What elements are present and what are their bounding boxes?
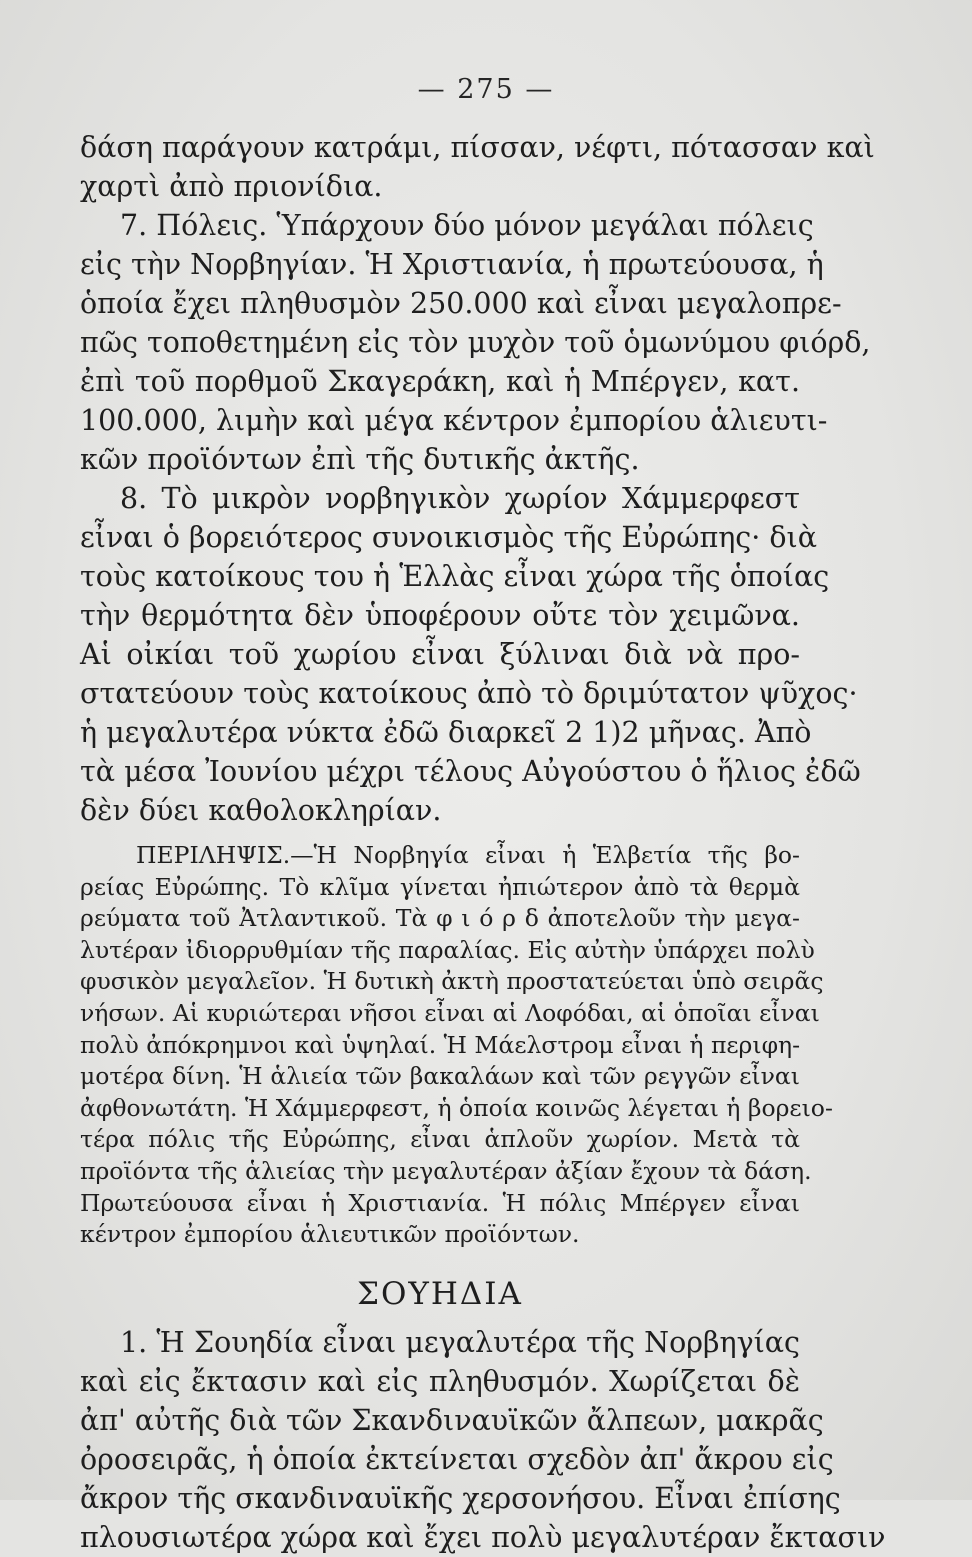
text-line: τὰ μέσα Ἰουνίου μέχρι τέλους Αὐγούστου ὁ ἥλιος ἐδῶ <box>80 755 861 788</box>
text-line: ἀφθονωτάτη. Ἡ Χάμμερφεστ, ἡ ὁποία κοινῶς λέγεται ἡ βορειο- <box>80 1093 833 1122</box>
text-line: δάση παράγουν κατράμι, πίσσαν, νέφτι, πότασσαν καὶ <box>80 131 875 164</box>
text-line: ρείας Εὐρώπης. Τὸ κλῖμα γίνεται ἠπιώτερον ἀπὸ τὰ θερμὰ <box>80 872 800 901</box>
text-line: Πρωτεύουσα εἶναι ἡ Χριστιανία. Ἡ πόλις Μπέργεν εἶναι <box>80 1188 800 1217</box>
text-line: ρεύματα τοῦ Ἀτλαντικοῦ. Τὰ φ ι ό ρ δ ἀποτελοῦν τὴν μεγα- <box>80 904 800 933</box>
text-line: ἀπ' αὐτῆς διὰ τῶν Σκανδιναυϊκῶν ἄλπεων, μακρᾶς <box>80 1403 824 1437</box>
text-line: Αἱ οἰκίαι τοῦ χωρίου εἶναι ξύλιναι διὰ νὰ προ- <box>80 638 800 671</box>
text-line: 100.000, λιμὴν καὶ μέγα κέντρον ἐμπορίου ἁλιευτι- <box>80 404 828 437</box>
paragraph-sweden <box>80 1323 886 1557</box>
text-line: νήσων. Αἱ κυριώτεραι νῆσοι εἶναι αἱ Λοφόδαι, αἱ ὁποῖαι εἶναι <box>80 998 820 1027</box>
text-line: δὲν δύει καθολοκληρίαν. <box>80 794 442 827</box>
text-line: εἰς τὴν Νορβηγίαν. Ἡ Χριστιανία, ἡ πρωτεύουσα, ἡ <box>80 248 824 281</box>
text-line: προϊόντα τῆς ἁλιείας τὴν μεγαλυτέραν ἀξίαν ἔχουν τὰ δάση. <box>80 1156 812 1185</box>
text-line: ἡ μεγαλυτέρα νύκτα ἐδῶ διαρκεῖ 2 1)2 μῆνας. Ἀπὸ <box>80 716 812 749</box>
text-line: καὶ εἰς ἔκτασιν καὶ εἰς πληθυσμόν. Χωρίζεται δὲ <box>80 1364 800 1398</box>
text-line: ὁποία ἔχει πληθυσμὸν 250.000 καὶ εἶναι μεγαλοπρε- <box>80 287 842 320</box>
text-line: ὀροσειρᾶς, ἡ ὁποία ἐκτείνεται σχεδὸν ἀπ' ἄκρου εἰς <box>80 1442 834 1476</box>
text-line: εἶναι ὁ βορειότερος συνοικισμὸς τῆς Εὐρώπης· διὰ <box>80 521 817 554</box>
text-line: 7. Πόλεις. Ὑπάρχουν δύο μόνον μεγάλαι πόλεις <box>120 209 814 242</box>
text-line: ἄκρον τῆς σκανδιναυϊκῆς χερσονήσου. Εἶναι ἐπίσης <box>80 1481 841 1515</box>
page-text <box>80 128 886 1557</box>
paragraph-forests <box>80 128 875 206</box>
text-line: τὴν θερμότητα δὲν ὑποφέρουν οὔτε τὸν χειμῶνα. <box>80 599 800 632</box>
text-line: κέντρον ἐμπορίου ἁλιευτικῶν προϊόντων. <box>80 1220 580 1249</box>
summary-paragraph <box>80 840 833 1251</box>
text-line: ΠΕΡΙΛΗΨΙΣ.—Ἡ Νορβηγία εἶναι ἡ Ἑλβετία τῆς βο- <box>136 841 800 869</box>
paragraph-hammerfest <box>80 479 861 830</box>
text-line: φυσικὸν μεγαλεῖον. Ἡ δυτικὴ ἀκτὴ προστατεύεται ὑπὸ σειρᾶς <box>80 967 824 996</box>
text-line: λυτέραν ἰδιορρυθμίαν τῆς παραλίας. Εἰς αὐτὴν ὑπάρχει πολὺ <box>80 935 815 964</box>
text-line: 8. Τὸ μικρὸν νορβηγικὸν χωρίον Χάμμερφεστ <box>120 482 800 515</box>
text-line: χαρτὶ ἀπὸ πριονίδια. <box>80 170 383 203</box>
text-line: πῶς τοποθετημένη εἰς τὸν μυχὸν τοῦ ὁμωνύμου φιόρδ, <box>80 326 871 359</box>
text-line: πλουσιωτέρα χώρα καὶ ἔχει πολὺ μεγαλυτέραν ἔκτασιν <box>80 1520 886 1554</box>
text-line: κῶν προϊόντων ἐπὶ τῆς δυτικῆς ἀκτῆς. <box>80 443 640 476</box>
text-line: 1. Ἡ Σουηδία εἶναι μεγαλυτέρα τῆς Νορβηγίας <box>120 1325 800 1359</box>
text-line: μοτέρα δίνη. Ἡ ἁλιεία τῶν βακαλάων καὶ τῶν ρεγγῶν εἶναι <box>80 1062 800 1091</box>
section-heading: ΣΟΥΗΔΙΑ <box>357 1275 523 1312</box>
text-line: τέρα πόλις τῆς Εὐρώπης, εἶναι ἁπλοῦν χωρίον. Μετὰ τὰ <box>80 1125 800 1154</box>
text-line: ἐπὶ τοῦ πορθμοῦ Σκαγεράκη, καὶ ἡ Μπέργεν, κατ. <box>80 365 800 398</box>
text-line: τοὺς κατοίκους του ἡ Ἑλλὰς εἶναι χώρα τῆς ὁποίας <box>80 560 830 593</box>
text-line: στατεύουν τοὺς κατοίκους ἀπὸ τὸ δριμύτατον ψῦχος· <box>80 677 858 710</box>
paragraph-cities <box>80 206 871 479</box>
page-number: — 275 — <box>417 74 555 105</box>
text-line: πολὺ ἀπόκρημνοι καὶ ὑψηλαί. Ἡ Μάελστρομ εἶναι ἡ περιφη- <box>80 1030 801 1059</box>
